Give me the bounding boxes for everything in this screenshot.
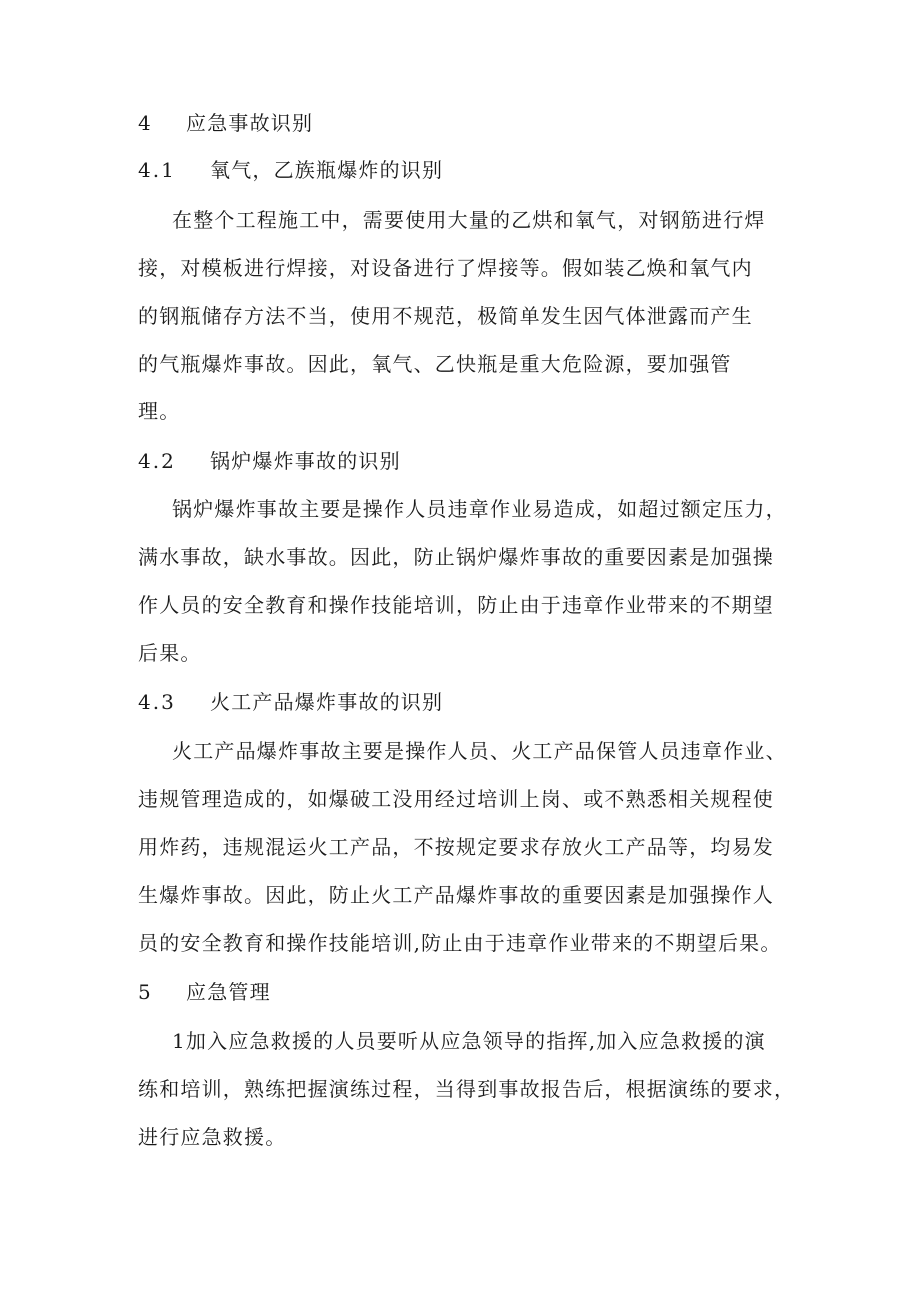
section-number: 4.2 (138, 449, 176, 473)
section-4-2-heading (138, 446, 401, 476)
paragraph-line: 1加入应急救援的人员要听从应急领导的指挥,加入应急救援的演 (172, 1029, 766, 1053)
section-4-1-heading (138, 155, 443, 185)
section-title: 锅炉爆炸事故的识别 (210, 449, 401, 473)
paragraph-line: 用炸药，违规混运火工产品，不按规定要求存放火工产品等，均易发 (138, 835, 774, 859)
paragraph-line: 作人员的安全教育和操作技能培训，防止由于违章作业带来的不期望 (138, 593, 774, 617)
paragraph-line: 锅炉爆炸事故主要是操作人员违章作业易造成，如超过额定压力， (172, 497, 787, 521)
paragraph-line: 进行应急救援。 (138, 1125, 287, 1149)
section-title: 火工产品爆炸事故的识别 (210, 690, 444, 714)
section-number: 4.3 (138, 690, 176, 714)
section-4-heading (138, 108, 313, 138)
paragraph-line: 违规管理造成的，如爆破工没用经过培训上岗、或不熟悉相关规程使 (138, 787, 774, 811)
section-title: 应急事故识别 (186, 111, 314, 135)
paragraph-line: 的气瓶爆炸事故。因此，氧气、乙快瓶是重大危险源，要加强管 (138, 352, 732, 376)
paragraph-line: 练和培训，熟练把握演练过程，当得到事故报告后，根据演练的要求， (138, 1077, 796, 1101)
paragraph-line: 员的安全教育和操作技能培训,防止由于违章作业带来的不期望后果。 (138, 931, 782, 955)
section-5-heading (138, 977, 271, 1007)
paragraph-line: 的钢瓶储存方法不当，使用不规范，极简单发生因气体泄露而产生 (138, 304, 753, 328)
section-number: 4 (138, 111, 153, 135)
paragraph-line: 在整个工程施工中，需要使用大量的乙烘和氧气，对钢筋进行焊 (172, 208, 766, 232)
paragraph-line: 生爆炸事故。因此，防止火工产品爆炸事故的重要因素是加强操作人 (138, 883, 774, 907)
section-number: 5 (138, 980, 153, 1004)
paragraph-line: 火工产品爆炸事故主要是操作人员、火工产品保管人员违章作业、 (172, 739, 787, 763)
paragraph-line: 接，对模板进行焊接，对设备进行了焊接等。假如装乙焕和氧气内 (138, 256, 753, 280)
section-4-3-heading (138, 687, 443, 717)
section-title: 应急管理 (186, 980, 271, 1004)
paragraph-line: 后果。 (138, 641, 202, 665)
paragraph-line: 满水事故，缺水事故。因此，防止锅炉爆炸事故的重要因素是加强操 (138, 545, 774, 569)
paragraph-line: 理。 (138, 399, 181, 423)
section-number: 4.1 (138, 158, 176, 182)
section-title: 氧气，乙族瓶爆炸的识别 (210, 158, 444, 182)
